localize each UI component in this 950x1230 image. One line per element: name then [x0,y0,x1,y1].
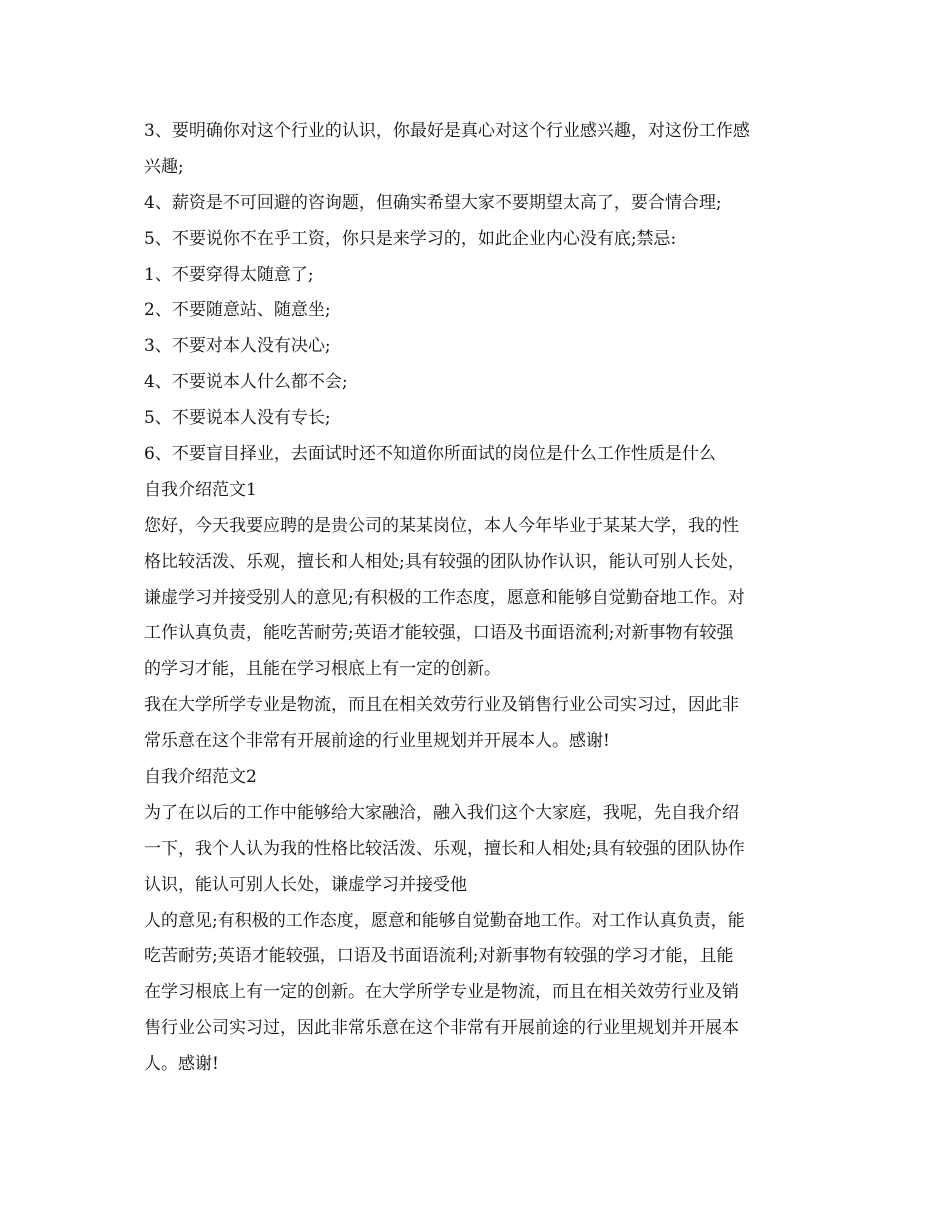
text-line: 常乐意在这个非常有开展前途的行业里规划并开展本人。感谢! [144,731,610,752]
text-line: 您好，今天我要应聘的是贵公司的某某岗位，本人今年毕业于某某大学，我的性 [144,515,739,536]
text-line: 认识，能认可别人长处，谦虚学习并接受他 [144,874,467,895]
text-line: 6、不要盲目择业，去面试时还不知道你所面试的岗位是什么工作性质是什么 [144,444,716,465]
text-line: 4、薪资是不可回避的咨询题，但确实希望大家不要期望太高了，要合情合理; [144,192,722,213]
text-line: 3、要明确你对这个行业的认识，你最好是真心对这个行业感兴趣，对这份工作感 [144,121,750,141]
text-line: 兴趣; [144,156,184,177]
text-line: 在学习根底上有一定的创新。在大学所学专业是物流，而且在相关效劳行业及销 [144,982,739,1003]
text-line: 谦虚学习并接受别人的意见;有积极的工作态度，愿意和能够自觉勤奋地工作。对 [144,587,745,608]
text-line: 1、不要穿得太随意了; [144,264,314,285]
text-line: 5、不要说本人没有专长; [144,408,331,429]
text-line: 人的意见;有积极的工作态度，愿意和能够自觉勤奋地工作。对工作认真负责，能 [144,910,745,931]
text-line: 为了在以后的工作中能够给大家融洽，融入我们这个大家庭，我呢，先自我介绍 [144,802,739,823]
text-line: 5、不要说你不在乎工资，你只是来学习的，如此企业内心没有底;禁忌: [144,228,677,249]
text-line: 我在大学所学专业是物流，而且在相关效劳行业及销售行业公司实习过，因此非 [144,695,739,716]
text-line: 的学习才能，且能在学习根底上有一定的创新。 [144,659,501,680]
text-line: 售行业公司实习过，因此非常乐意在这个非常有开展前途的行业里规划并开展本 [144,1018,739,1039]
text-line: 3、不要对本人没有决心; [144,336,331,357]
text-line: 工作认真负责，能吃苦耐劳;英语才能较强，口语及书面语流利;对新事物有较强 [144,623,734,644]
text-line: 一下，我个人认为我的性格比较活泼、乐观，擅长和人相处;具有较强的团队协作 [144,838,745,859]
text-line: 4、不要说本人什么都不会; [144,372,348,393]
section-heading: 自我介绍范文1 [144,479,257,500]
document-body [144,114,814,1083]
text-line: 人。感谢! [144,1054,219,1075]
text-line: 格比较活泼、乐观，擅长和人相处;具有较强的团队协作认识，能认可别人长处， [144,551,745,572]
section-heading: 自我介绍范文2 [144,767,257,788]
text-line: 吃苦耐劳;英语才能较强，口语及书面语流利;对新事物有较强的学习才能，且能 [144,946,734,967]
text-line: 2、不要随意站、随意坐; [144,300,331,321]
